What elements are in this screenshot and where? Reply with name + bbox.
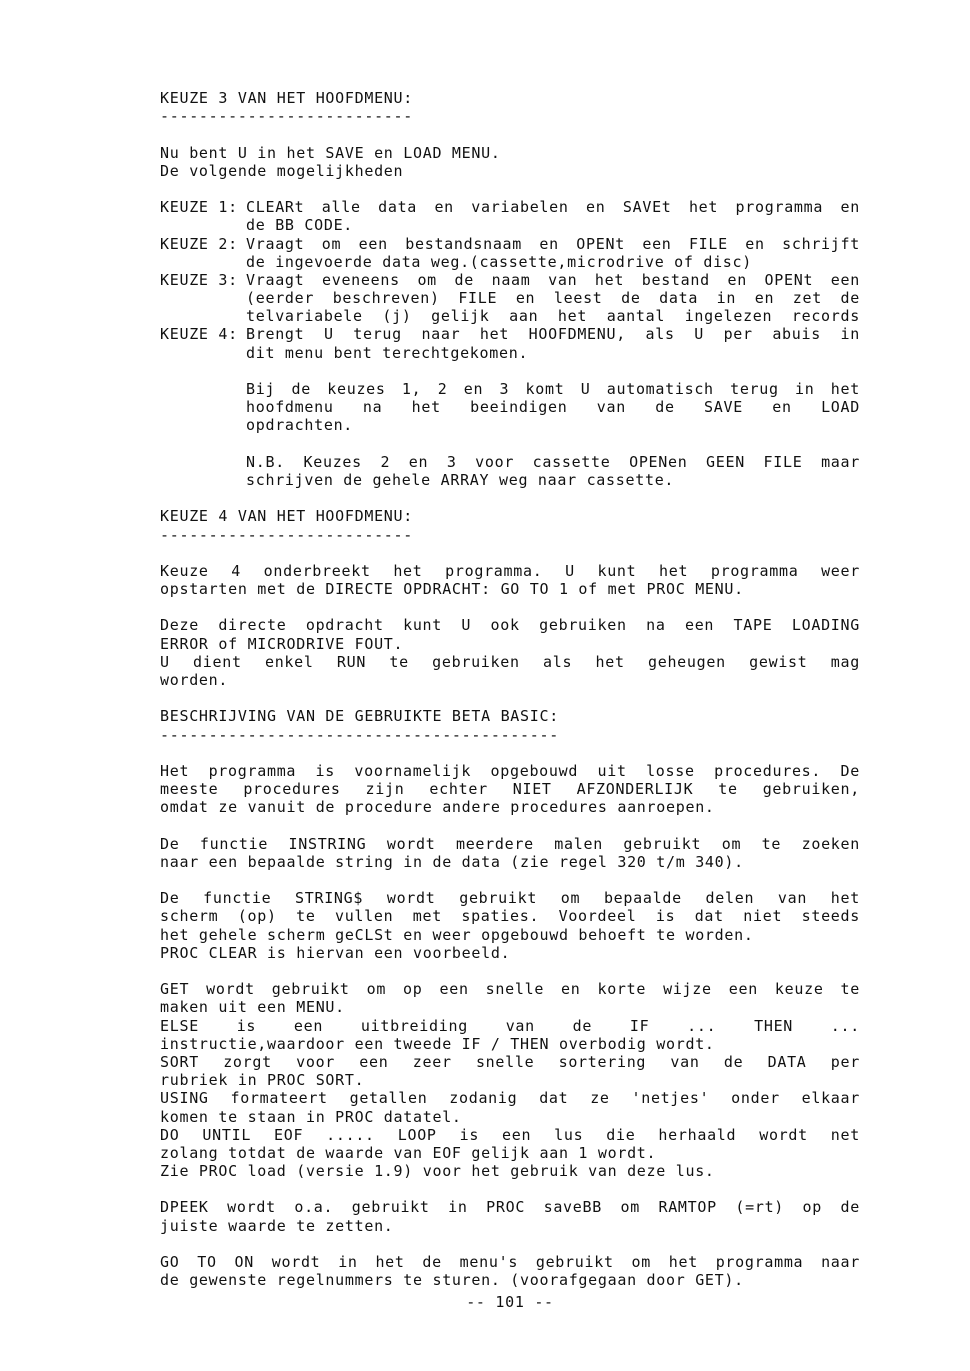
paragraph-line: maken uit een MENU. — [160, 998, 345, 1017]
document-page — [160, 89, 860, 1312]
menu-choice-2 — [160, 235, 860, 271]
note-nb — [246, 453, 860, 489]
choice-text: dit menu bent terechtgekomen. — [246, 343, 529, 362]
choice-text: Brengt U terug naar het HOOFDMENU, als U per abuis in — [246, 325, 860, 344]
section-heading-keuze-3: KEUZE 3 VAN HET HOOFDMENU: — [160, 89, 413, 107]
section-heading-keuze-4: KEUZE 4 VAN HET HOOFDMENU: — [160, 507, 413, 526]
heading-underline: -------------------------- — [160, 525, 413, 544]
choice-text: (eerder beschreven) FILE en leest de data in en zet de — [246, 289, 860, 308]
note-line: N.B. Keuzes 2 en 3 voor cassette OPENen GEEN FILE maar — [246, 452, 860, 471]
note-line: hoofdmenu na het beeindigen van de SAVE en LOAD — [246, 398, 860, 417]
paragraph-line: scherm (op) te vullen met spaties. Voordeel is dat niet steeds — [160, 907, 860, 926]
choice-label: KEUZE 2: — [160, 234, 238, 253]
paragraph-line: De functie STRING$ wordt gebruikt om bepaalde delen van het — [160, 889, 860, 908]
paragraph-line: DPEEK wordt o.a. gebruikt in PROC saveBB om RAMTOP (=rt) op de — [160, 1198, 860, 1217]
paragraph-line: Keuze 4 onderbreekt het programma. U kunt het programma weer — [160, 561, 860, 580]
menu-choice-1 — [160, 198, 860, 234]
paragraph-line: instructie,waardoor een tweede IF / THEN overbodig wordt. — [160, 1034, 715, 1053]
paragraph-line: opstarten met de DIRECTE OPDRACHT: GO TO 1 of met PROC MENU. — [160, 580, 744, 599]
section-heading-beta-basic: BESCHRIJVING VAN DE GEBRUIKTE BETA BASIC: — [160, 707, 559, 726]
paragraph-line: Het programma is voornamelijk opgebouwd uit losse procedures. De — [160, 761, 860, 780]
note-line: opdrachten. — [246, 416, 354, 435]
choice-label: KEUZE 1: — [160, 198, 238, 217]
paragraph-line: ELSE is een uitbreiding van de IF ... THEN ... — [160, 1016, 860, 1035]
paragraph-line: USING formateert getallen zodanig dat ze 'netjes' onder elkaar — [160, 1089, 860, 1108]
paragraph-line: De functie INSTRING wordt meerdere malen gebruikt om te zoeken — [160, 834, 860, 853]
paragraph-line: de gewenste regelnummers te sturen. (voorafgegaan door GET). — [160, 1271, 744, 1290]
note-line: schrijven de gehele ARRAY weg naar cassette. — [246, 470, 675, 489]
paragraph-line: Zie PROC load (versie 1.9) voor het gebruik van deze lus. — [160, 1162, 715, 1181]
paragraph-line: naar een bepaalde string in de data (zie regel 320 t/m 340). — [160, 852, 744, 871]
choice-text: CLEARt alle data en variabelen en SAVEt het programma en — [246, 198, 860, 217]
intro-line: Nu bent U in het SAVE en LOAD MENU. — [160, 143, 501, 162]
intro-line: De volgende mogelijkheden — [160, 161, 404, 180]
paragraph-line: het gehele scherm geCLSt en weer opgebouwd behoeft te worden. — [160, 925, 754, 944]
menu-choice-3 — [160, 271, 860, 326]
paragraph-line: U dient enkel RUN te gebruiken als het geheugen gewist mag — [160, 652, 860, 671]
paragraph-line: komen te staan in PROC datatel. — [160, 1107, 462, 1126]
choice-label: KEUZE 3: — [160, 270, 238, 289]
choice-label: KEUZE 4: — [160, 325, 238, 344]
menu-choice-4 — [160, 325, 860, 361]
paragraph-line: SORT zorgt voor een zeer snelle sortering van de DATA per — [160, 1052, 860, 1071]
choice-text: Vraagt eveneens om de naam van het bestand en OPENt een — [246, 270, 860, 289]
paragraph-line: DO UNTIL EOF ..... LOOP is een lus die herhaald wordt net — [160, 1125, 860, 1144]
note-line: Bij de keuzes 1, 2 en 3 komt U automatisch terug in het — [246, 380, 860, 398]
heading-underline: -------------------------- — [160, 107, 413, 126]
choice-text: telvariabele (j) gelijk aan het aantal ingelezen records — [246, 307, 860, 326]
paragraph-line: ERROR of MICRODRIVE FOUT. — [160, 634, 404, 653]
paragraph-line: meeste procedures zijn echter NIET AFZONDERLIJK te gebruiken, — [160, 780, 860, 799]
paragraph-line: GO TO ON wordt in het de menu's gebruikt om het programma naar — [160, 1253, 860, 1271]
choice-text: de BB CODE. — [246, 216, 354, 235]
heading-underline: ----------------------------------------- — [160, 725, 559, 744]
choice-text: de ingevoerde data weg.(cassette,microdrive of disc) — [246, 252, 752, 271]
paragraph-line: PROC CLEAR is hiervan een voorbeeld. — [160, 943, 511, 962]
paragraph-line: zolang totdat de waarde van EOF gelijk aan 1 wordt. — [160, 1143, 657, 1162]
paragraph-line: GET wordt gebruikt om op een snelle en korte wijze een keuze te — [160, 980, 860, 999]
page-number: -- 101 -- — [466, 1293, 554, 1312]
paragraph-line: omdat ze vanuit de procedure andere procedures aanroepen. — [160, 798, 715, 817]
paragraph-line: rubriek in PROC SORT. — [160, 1071, 365, 1090]
paragraph-line: Deze directe opdracht kunt U ook gebruiken na een TAPE LOADING — [160, 616, 860, 635]
note-auto-return — [246, 380, 860, 435]
paragraph-line: juiste waarde te zetten. — [160, 1216, 394, 1235]
paragraph-line: worden. — [160, 671, 229, 689]
choice-text: Vraagt om een bestandsnaam en OPENt een FILE en schrijft — [246, 234, 860, 253]
